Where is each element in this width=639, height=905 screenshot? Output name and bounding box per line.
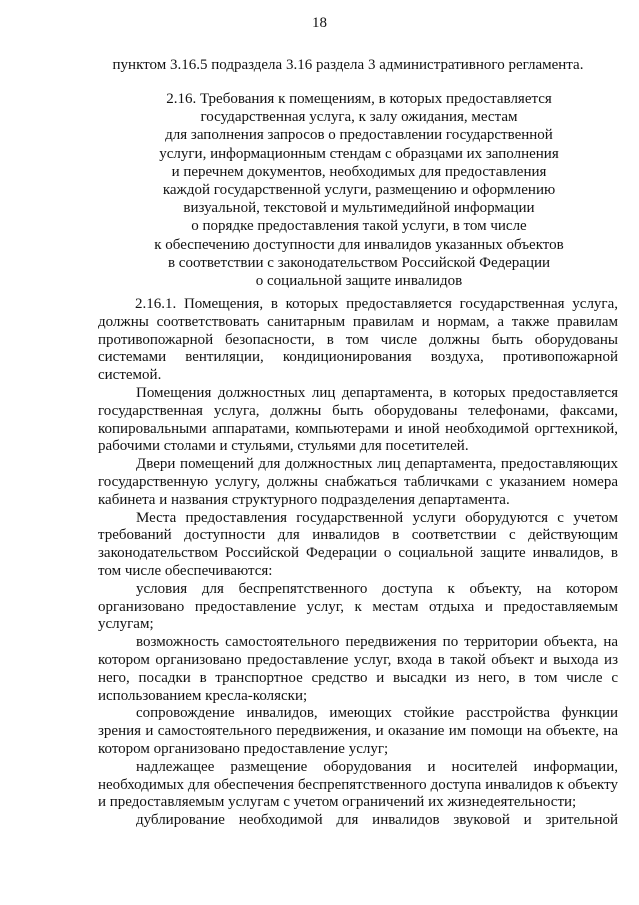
paragraph: условия для беспрепятственного доступа к объекту, на котором организовано предоставление услуг, к местам отдыха и предоставляемым услугам; [98,580,618,633]
paragraph: Двери помещений для должностных лиц департамента, предоставляющих государственную услугу, должны снабжаться табличками с указанием номера кабинета и названия структурного подразделения департамента. [98,456,618,508]
paragraph: сопровождение инвалидов, имеющих стойкие расстройства функции зрения и самостоятельного передвижения, и оказание им помощи на объекте, на котором организовано предоставление услуг; [98,705,618,757]
paragraph: возможность самостоятельного передвижения по территории объекта, на котором организовано предоставление услуг, входа в такой объект и выхода из него, посадки в транспортное средство и высадки из него, в том числе с использованием кресла-коляски; [98,634,618,704]
heading-line: каждой государственной услуги, размещению и оформлению [162,182,556,199]
heading-line: для заполнения запросов о предоставлении государственной [165,127,553,144]
heading-line: услуги, информационным стендам с образцами их заполнения [159,145,559,162]
paragraph: Помещения должностных лиц департамента, в которых предоставляется государственная услуга, должны быть оборудованы телефонами, факсами, копировальными аппаратами, компьютерами и иной необходимой оргтехникой, рабочими столами и стульями, стульями для посетителей. [98,384,618,455]
heading-line: в соответствии с законодательством Российской Федерации [167,254,551,271]
heading-line: и перечнем документов, необходимых для предоставления [171,163,547,180]
continuation-line: пунктом 3.16.5 подраздела 3.16 раздела 3 административного регламента. [112,57,584,73]
heading-line: к обеспечению доступности для инвалидов указанных объектов [154,236,564,253]
heading-line: визуальной, текстовой и мультимедийной информации [183,200,535,217]
heading-line: государственная услуга, к залу ожидания, местам [200,109,518,126]
page-number: 18 [312,15,327,31]
heading-line: 2.16. Требования к помещениям, в которых предоставляется [166,91,552,107]
paragraph: Места предоставления государственной услуги оборудуются с учетом требований доступности для инвалидов в соответствии с действующим законодательством Российской Федерации о социальной защите инвалидов, в том числе обеспечиваются: [98,509,618,579]
heading-line: о порядке предоставления такой услуги, в том числе [191,218,527,235]
paragraph: дублирование необходимой для инвалидов звуковой и зрительной [136,812,618,829]
paragraph: надлежащее размещение оборудования и носителей информации, необходимых для обеспечения беспрепятственного доступа инвалидов к объекту и предоставляемым услугам с учетом ограничений их жизнедеятельности; [98,758,618,811]
body-text [98,296,618,830]
section-heading [100,90,618,290]
heading-line: о социальной защите инвалидов [255,273,463,290]
paragraph: 2.16.1. Помещения, в которых предоставляется государственная услуга, должны соответствовать санитарным правилам и нормам, а также правилам противопожарной безопасности, в том числе должны быть оборудованы системами вентиляции, кондиционирования воздуха, противопожарной системой. [98,296,618,384]
